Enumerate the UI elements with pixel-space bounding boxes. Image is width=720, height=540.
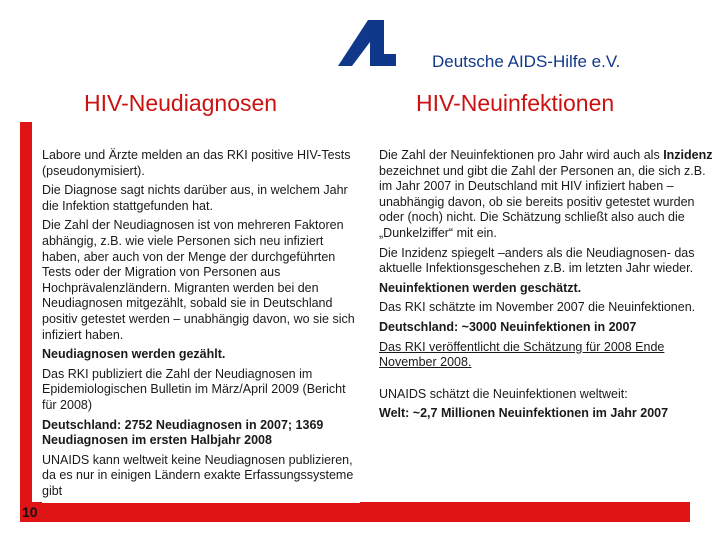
right-paragraph-5: Deutschland: ~3000 Neuinfektionen in 2007 <box>379 319 637 334</box>
right-paragraph-7: UNAIDS schätzt die Neuinfektionen weltweit: <box>379 386 628 401</box>
right-paragraph-4: Das RKI schätzte im November 2007 die Neuinfektionen. <box>379 300 696 315</box>
inzidenz-term: Inzidenz <box>663 148 713 162</box>
page-number: 10 <box>22 504 38 520</box>
right-p1-pre: Die Zahl der Neuinfektionen pro Jahr wird auch als <box>379 148 664 162</box>
left-heading: HIV-Neudiagnosen <box>84 90 278 116</box>
dah-logo-icon <box>338 20 396 66</box>
right-p1-post: bezeichnet und gibt die Zahl der Personen an, die sich z.B. im Jahr 2007 in Deutschland mit HIV infiziert haben – unabhängig davon, ob sie bereits positiv getestet wurden oder (noch) nicht. Die Schätzung schließt also auch die „Dunkelziffer“ mit ein. <box>379 163 706 240</box>
right-paragraph-1 <box>379 148 714 242</box>
red-accent-bar-horizontal <box>20 502 690 522</box>
organization-name: Deutsche AIDS-Hilfe e.V. <box>432 52 621 71</box>
right-column <box>379 148 714 426</box>
right-paragraph-6: Das RKI veröffentlicht die Schätzung für 2008 Ende November 2008. <box>379 339 665 370</box>
red-accent-bar-vertical <box>20 122 32 522</box>
left-column <box>42 148 360 503</box>
left-paragraph-6: Deutschland: 2752 Neudiagnosen in 2007; 1369 Neudiagnosen im ersten Halbjahr 2008 <box>42 417 324 448</box>
left-paragraph-4: Neudiagnosen werden gezählt. <box>42 347 226 362</box>
left-paragraph-1: Labore und Ärzte melden an das RKI positive HIV-Tests (pseudonymisiert). <box>42 148 351 178</box>
right-paragraph-2: Die Inzidenz spiegelt –anders als die Neudiagnosen- das aktuelle Infektionsgeschehen z.B. im letzten Jahr wieder. <box>379 245 695 276</box>
right-paragraph-3: Neuinfektionen werden geschätzt. <box>379 280 582 295</box>
right-paragraph-8: Welt: ~2,7 Millionen Neuinfektionen im Jahr 2007 <box>379 406 669 421</box>
left-paragraph-5: Das RKI publiziert die Zahl der Neudiagnosen im Epidemiologischen Bulletin im März/April 2009 (Bericht für 2008) <box>42 366 346 412</box>
left-paragraph-3: Die Zahl der Neudiagnosen ist von mehreren Faktoren abhängig, z.B. wie viele Personen sich neu infiziert haben, aber auch von der Menge der durchgeführten Tests oder der Migration von Personen aus Hochprävalenzländern. Migranten werden bei den Neudiagnosen mitgezählt, sobald sie in Deutschland positiv getestet werden – unabhängig davon, wo sie sich infiziert haben. <box>42 218 355 342</box>
left-paragraph-7: UNAIDS kann weltweit keine Neudiagnosen publizieren, da es nur in einigen Ländern exakte Erfassungssysteme gibt <box>42 452 354 498</box>
right-heading: HIV-Neuinfektionen <box>416 90 615 116</box>
left-paragraph-2: Die Diagnose sagt nichts darüber aus, in welchem Jahr die Infektion stattgefunden hat. <box>42 183 348 213</box>
